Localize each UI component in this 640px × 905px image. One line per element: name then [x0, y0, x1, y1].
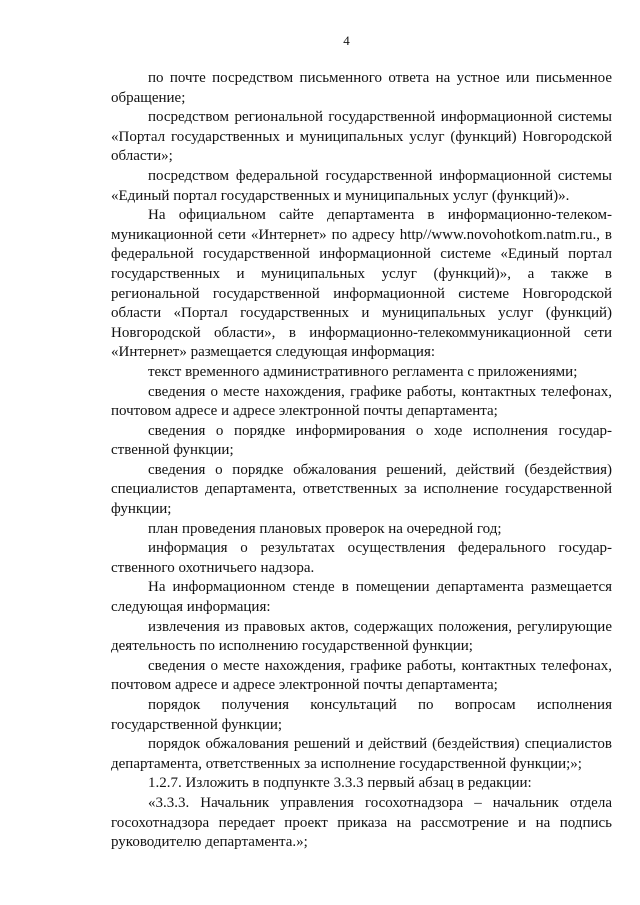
- paragraph: На официальном сайте департамента в информационно-телеком-муникационной сети «Интернет» по адресу http//www.novohotkom.natm.ru., в федеральной государственной информационной системе «Единый портал государственных и муниципальных услуг (функций)», а также в региональной государственной информационной системе Новгородской области «Портал государственных и муниципальных услуг (функций) Новгородской области», в информационно-телекоммуникационной сети «Интернет» размещается следующая информация:: [111, 207, 612, 361]
- paragraph: извлечения из правовых актов, содержащих положения, регулирующие деятельность по исполнению государственной функции;: [111, 618, 612, 655]
- paragraph: порядок получения консультаций по вопросам исполнения государственной функции;: [111, 697, 612, 733]
- paragraph: информация о результатах осуществления федерального государ-ственного охотничьего надзора.: [111, 540, 612, 576]
- page-number: 4: [343, 33, 350, 48]
- paragraph: план проведения плановых проверок на очередной год;: [148, 520, 502, 537]
- paragraph: сведения о месте нахождения, графике работы, контактных телефонах, почтовом адресе и адресе электронной почты департамента;: [111, 657, 612, 694]
- paragraph: сведения о порядке информирования о ходе исполнения государ-ственной функции;: [111, 422, 612, 459]
- paragraph: текст временного административного регламента с приложениями;: [148, 363, 578, 380]
- paragraph: посредством региональной государственной информационной системы «Портал государственных и муниципальных услуг (функций) Новгородской области»;: [111, 109, 612, 165]
- paragraph: сведения о месте нахождения, графике работы, контактных телефонах, почтовом адресе и адресе электронной почты департамента;: [111, 383, 612, 420]
- paragraph: «3.3.3. Начальник управления госохотнадзора – начальник отдела госохотнадзора передает проект приказа на рассмотрение и на подпись руководителю департамента.»;: [111, 794, 612, 851]
- paragraph: посредством федеральной государственной информационной системы «Единый портал государственных и муниципальных услуг (функций)».: [111, 167, 612, 204]
- paragraph: по почте посредством письменного ответа на устное или письменное обращение;: [111, 70, 612, 106]
- paragraph: 1.2.7. Изложить в подпункте 3.3.3 первый абзац в редакции:: [148, 775, 532, 792]
- paragraph: порядок обжалования решений и действий (бездействия) специалистов департамента, ответственных за исполнение государственной функции;»;: [111, 736, 612, 772]
- paragraph: сведения о порядке обжалования решений, действий (бездействия) специалистов департамента, ответственных за исполнение государственной функции;: [111, 461, 612, 518]
- paragraph: На информационном стенде в помещении департамента размещается следующая информация:: [111, 579, 612, 616]
